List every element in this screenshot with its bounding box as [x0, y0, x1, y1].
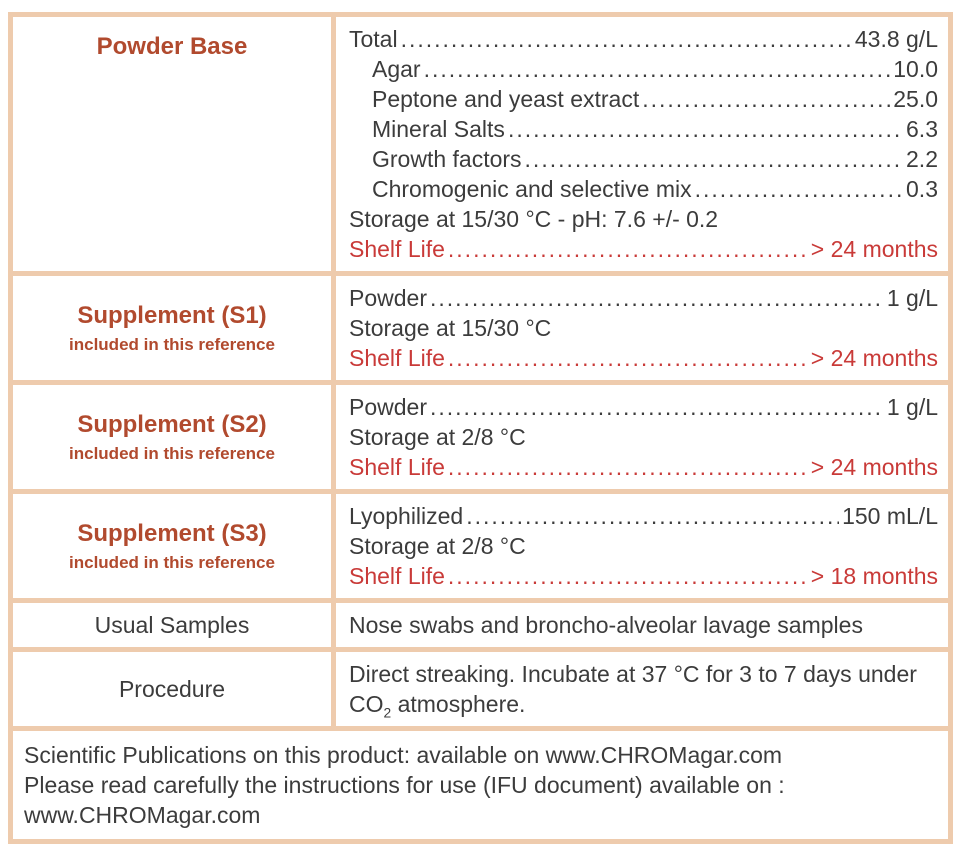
table-row-supplement-s1 [11, 274, 951, 383]
row-header-cell [11, 15, 334, 274]
table-row-usual-samples [11, 601, 951, 650]
line-label: Shelf Life [349, 563, 445, 589]
table-row-powder-base [11, 15, 951, 274]
spec-line [349, 54, 938, 84]
spec-line [349, 392, 938, 422]
line-label: Agar [372, 56, 421, 82]
dot-leader [448, 234, 808, 264]
usual-samples-text: Nose swabs and broncho-alveolar lavage samples [349, 612, 863, 638]
footer-note-line: Scientific Publications on this product: available on www.CHROMagar.com [24, 742, 783, 768]
table-row-procedure [11, 650, 951, 729]
line-text: Storage at 15/30 °C - pH: 7.6 +/- 0.2 [349, 206, 719, 232]
row-content-cell [334, 492, 951, 601]
row-content-cell [334, 383, 951, 492]
line-value: 0.3 [906, 176, 938, 202]
shelf-life-line [349, 234, 938, 264]
line-label: Shelf Life [349, 454, 445, 480]
line-value: 10.0 [893, 56, 938, 82]
line-value: 1 g/L [886, 285, 938, 311]
storage-line [349, 422, 938, 452]
co2-subscript: 2 [383, 705, 392, 721]
dot-leader [448, 343, 808, 373]
line-label: Powder [349, 285, 427, 311]
row-content-cell [334, 15, 951, 274]
line-value: 2.2 [906, 146, 938, 172]
row-header-cell [11, 274, 334, 383]
dot-leader [448, 561, 808, 591]
line-label: Shelf Life [349, 236, 445, 262]
line-value: 43.8 g/L [854, 26, 938, 52]
table-row-supplement-s3 [11, 492, 951, 601]
row-title: Supplement (S1) [77, 301, 267, 329]
line-value: > 24 months [810, 236, 938, 262]
shelf-life-line [349, 561, 938, 591]
table-row-supplement-s2 [11, 383, 951, 492]
row-title: Usual Samples [94, 612, 250, 638]
row-header-cell [11, 601, 334, 650]
procedure-co: CO [349, 691, 384, 717]
line-label: Lyophilized [349, 503, 464, 529]
dot-leader [695, 174, 903, 204]
line-value: 6.3 [906, 116, 938, 142]
row-content-cell [334, 274, 951, 383]
shelf-life-line [349, 343, 938, 373]
row-header-cell [11, 383, 334, 492]
dot-leader [430, 392, 884, 422]
line-value: > 24 months [810, 345, 938, 371]
dot-leader [508, 114, 903, 144]
row-content-cell [334, 601, 951, 650]
line-value: > 24 months [810, 454, 938, 480]
line-label: Peptone and yeast extract [372, 86, 640, 112]
line-label: Growth factors [372, 146, 522, 172]
spec-line [349, 174, 938, 204]
line-value: 25.0 [893, 86, 938, 112]
storage-line [349, 531, 938, 561]
line-value: 1 g/L [886, 394, 938, 420]
dot-leader [424, 54, 891, 84]
spec-line [349, 144, 938, 174]
line-value: > 18 months [810, 563, 938, 589]
line-text: Storage at 15/30 °C [349, 315, 552, 341]
spec-line [349, 283, 938, 313]
row-content-cell [334, 650, 951, 729]
row-subtitle: included in this reference [69, 443, 275, 463]
line-value: 150 mL/L [842, 503, 938, 529]
dot-leader [642, 84, 890, 114]
dot-leader [525, 144, 903, 174]
table-row-footer-note [11, 729, 951, 842]
spec-line [349, 114, 938, 144]
footer-note-line: Please read carefully the instructions for use (IFU document) available on : [24, 772, 785, 798]
dot-leader [466, 501, 839, 531]
dot-leader [401, 24, 852, 54]
line-label: Powder [349, 394, 427, 420]
spec-line [349, 501, 938, 531]
dot-leader [448, 452, 808, 482]
line-label: Mineral Salts [372, 116, 505, 142]
row-title: Supplement (S2) [77, 410, 267, 438]
row-header-cell [11, 492, 334, 601]
row-title: Supplement (S3) [77, 519, 267, 547]
procedure-atmosphere: atmosphere. [391, 691, 526, 717]
row-title: Powder Base [96, 33, 248, 60]
line-text: Storage at 2/8 °C [349, 424, 526, 450]
line-text: Storage at 2/8 °C [349, 533, 526, 559]
procedure-line-2 [349, 689, 938, 719]
footer-note-line: www.CHROMagar.com [24, 802, 261, 828]
spec-line [349, 84, 938, 114]
footer-note-cell [11, 729, 951, 842]
procedure-line-1: Direct streaking. Incubate at 37 °C for 3 to 7 days under [349, 661, 917, 687]
row-subtitle: included in this reference [69, 552, 275, 572]
storage-line [349, 313, 938, 343]
product-spec-table [8, 12, 953, 844]
row-title: Procedure [118, 676, 226, 702]
shelf-life-line [349, 452, 938, 482]
storage-line [349, 204, 938, 234]
dot-leader [430, 283, 884, 313]
line-label: Chromogenic and selective mix [372, 176, 692, 202]
row-subtitle: included in this reference [69, 334, 275, 354]
line-label: Shelf Life [349, 345, 445, 371]
spec-line [349, 24, 938, 54]
row-header-cell [11, 650, 334, 729]
line-label: Total [349, 26, 398, 52]
